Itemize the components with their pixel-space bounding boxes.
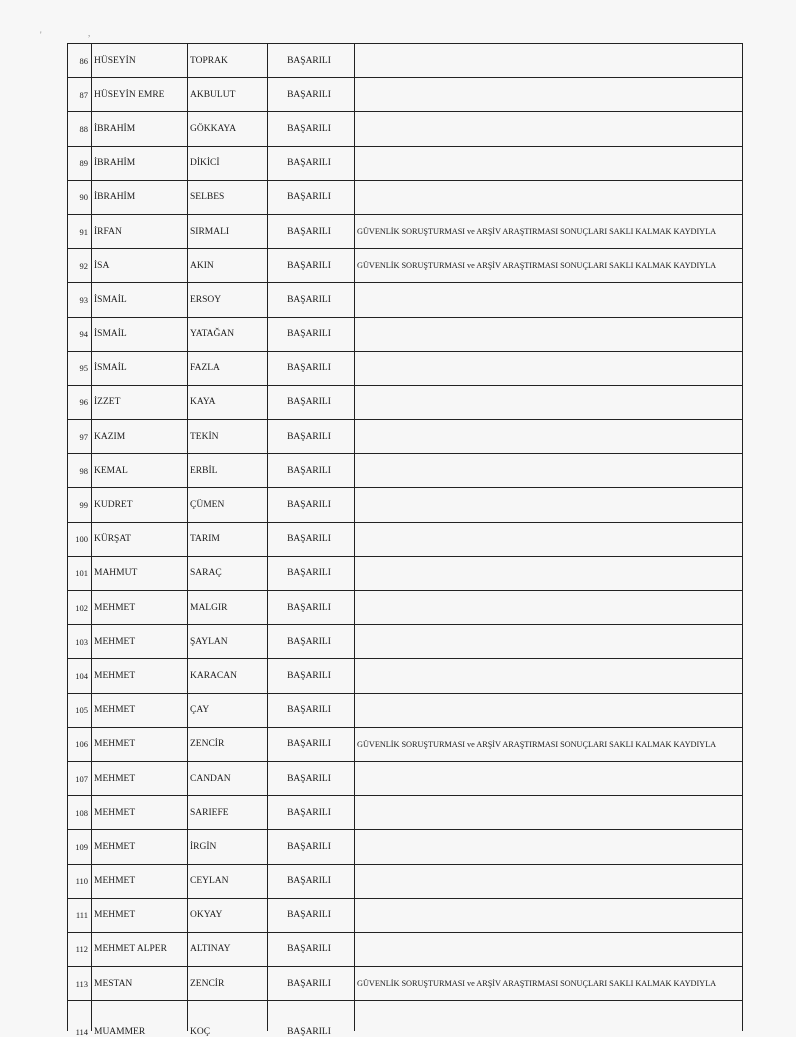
table-row (68, 488, 743, 522)
result-cell: BAŞARILI (268, 78, 355, 111)
result-cell: BAŞARILI (268, 762, 355, 795)
row-number: 103 (68, 625, 92, 658)
first-name-cell: MEHMET (92, 796, 188, 829)
surname-cell: TOPRAK (188, 44, 268, 77)
note-cell (355, 523, 743, 556)
surname-cell: MALGIR (188, 591, 268, 624)
result-cell: BAŞARILI (268, 44, 355, 77)
row-number: 98 (68, 454, 92, 487)
result-cell: BAŞARILI (268, 523, 355, 556)
note-cell: GÜVENLİK SORUŞTURMASI ve ARŞİV ARAŞTIRMASI SONUÇLARI SAKLI KALMAK KAYDIYLA (355, 967, 743, 1000)
first-name-cell: MEHMET (92, 659, 188, 692)
first-name-cell: İBRAHİM (92, 147, 188, 180)
table-row (68, 762, 743, 796)
row-number: 102 (68, 591, 92, 624)
table-row (68, 830, 743, 864)
note-cell (355, 147, 743, 180)
first-name-cell: MUAMMER (92, 1001, 188, 1031)
row-number: 99 (68, 488, 92, 521)
surname-cell: ÇAY (188, 694, 268, 727)
surname-cell: İRGİN (188, 830, 268, 863)
first-name-cell: HÜSEYİN EMRE (92, 78, 188, 111)
note-cell (355, 488, 743, 521)
row-number: 96 (68, 386, 92, 419)
table-row (68, 796, 743, 830)
surname-cell: KAYA (188, 386, 268, 419)
first-name-cell: MEHMET (92, 865, 188, 898)
table-row (68, 352, 743, 386)
note-cell (355, 830, 743, 863)
table-row (68, 215, 743, 249)
first-name-cell: MEHMET (92, 899, 188, 932)
result-cell: BAŞARILI (268, 318, 355, 351)
surname-cell: SELBES (188, 181, 268, 214)
row-number: 106 (68, 728, 92, 761)
surname-cell: TEKİN (188, 420, 268, 453)
result-cell: BAŞARILI (268, 249, 355, 282)
note-cell (355, 659, 743, 692)
surname-cell: GÖKKAYA (188, 112, 268, 145)
note-cell (355, 899, 743, 932)
note-cell (355, 352, 743, 385)
result-cell: BAŞARILI (268, 830, 355, 863)
row-number: 94 (68, 318, 92, 351)
row-number: 110 (68, 865, 92, 898)
note-cell (355, 318, 743, 351)
surname-cell: AKBULUT (188, 78, 268, 111)
surname-cell: KOÇ (188, 1001, 268, 1031)
table-row (68, 386, 743, 420)
result-cell: BAŞARILI (268, 420, 355, 453)
surname-cell: ALTINAY (188, 933, 268, 966)
surname-cell: ZENCİR (188, 967, 268, 1000)
note-cell (355, 933, 743, 966)
note-cell (355, 865, 743, 898)
result-cell: BAŞARILI (268, 112, 355, 145)
note-cell (355, 454, 743, 487)
first-name-cell: MESTAN (92, 967, 188, 1000)
note-cell (355, 557, 743, 590)
note-cell (355, 694, 743, 727)
row-number: 93 (68, 283, 92, 316)
note-cell (355, 420, 743, 453)
surname-cell: FAZLA (188, 352, 268, 385)
surname-cell: SARAÇ (188, 557, 268, 590)
table-row (68, 249, 743, 283)
note-cell (355, 1001, 743, 1031)
first-name-cell: MEHMET (92, 728, 188, 761)
surname-cell: ERSOY (188, 283, 268, 316)
result-cell: BAŞARILI (268, 899, 355, 932)
row-number: 90 (68, 181, 92, 214)
result-cell: BAŞARILI (268, 933, 355, 966)
table-row (68, 420, 743, 454)
row-number: 87 (68, 78, 92, 111)
row-number: 114 (68, 1001, 92, 1031)
result-cell: BAŞARILI (268, 694, 355, 727)
row-number: 108 (68, 796, 92, 829)
surname-cell: SIRMALI (188, 215, 268, 248)
first-name-cell: MEHMET (92, 625, 188, 658)
row-number: 88 (68, 112, 92, 145)
scan-mark: , (88, 28, 91, 38)
row-number: 95 (68, 352, 92, 385)
scan-mark: ' (40, 30, 42, 40)
surname-cell: DİKİCİ (188, 147, 268, 180)
surname-cell: AKIN (188, 249, 268, 282)
note-cell (355, 181, 743, 214)
first-name-cell: MAHMUT (92, 557, 188, 590)
row-number: 104 (68, 659, 92, 692)
note-cell: GÜVENLİK SORUŞTURMASI ve ARŞİV ARAŞTIRMASI SONUÇLARI SAKLI KALMAK KAYDIYLA (355, 728, 743, 761)
table-row (68, 625, 743, 659)
result-cell: BAŞARILI (268, 728, 355, 761)
result-cell: BAŞARILI (268, 1001, 355, 1031)
surname-cell: CANDAN (188, 762, 268, 795)
table-row (68, 147, 743, 181)
table-row (68, 865, 743, 899)
row-number: 113 (68, 967, 92, 1000)
surname-cell: ERBİL (188, 454, 268, 487)
result-cell: BAŞARILI (268, 147, 355, 180)
row-number: 107 (68, 762, 92, 795)
result-cell: BAŞARILI (268, 283, 355, 316)
table-row (68, 591, 743, 625)
first-name-cell: HÜSEYİN (92, 44, 188, 77)
note-cell (355, 386, 743, 419)
table-row (68, 181, 743, 215)
result-cell: BAŞARILI (268, 659, 355, 692)
table-row (68, 728, 743, 762)
row-number: 111 (68, 899, 92, 932)
note-cell (355, 796, 743, 829)
result-cell: BAŞARILI (268, 625, 355, 658)
table-row (68, 899, 743, 933)
first-name-cell: KÜRŞAT (92, 523, 188, 556)
row-number: 92 (68, 249, 92, 282)
row-number: 89 (68, 147, 92, 180)
first-name-cell: KAZIM (92, 420, 188, 453)
result-cell: BAŞARILI (268, 454, 355, 487)
first-name-cell: İSMAİL (92, 318, 188, 351)
note-cell: GÜVENLİK SORUŞTURMASI ve ARŞİV ARAŞTIRMASI SONUÇLARI SAKLI KALMAK KAYDIYLA (355, 215, 743, 248)
first-name-cell: MEHMET (92, 591, 188, 624)
result-cell: BAŞARILI (268, 488, 355, 521)
first-name-cell: İZZET (92, 386, 188, 419)
table-row (68, 967, 743, 1001)
table-row (68, 44, 743, 78)
table-row (68, 454, 743, 488)
row-number: 109 (68, 830, 92, 863)
surname-cell: ÇÜMEN (188, 488, 268, 521)
surname-cell: YATAĞAN (188, 318, 268, 351)
first-name-cell: KUDRET (92, 488, 188, 521)
first-name-cell: MEHMET (92, 762, 188, 795)
surname-cell: OKYAY (188, 899, 268, 932)
result-cell: BAŞARILI (268, 967, 355, 1000)
first-name-cell: İSMAİL (92, 352, 188, 385)
note-cell (355, 112, 743, 145)
note-cell (355, 591, 743, 624)
result-cell: BAŞARILI (268, 386, 355, 419)
result-cell: BAŞARILI (268, 215, 355, 248)
note-cell (355, 762, 743, 795)
table-row (68, 659, 743, 693)
note-cell: GÜVENLİK SORUŞTURMASI ve ARŞİV ARAŞTIRMASI SONUÇLARI SAKLI KALMAK KAYDIYLA (355, 249, 743, 282)
row-number: 101 (68, 557, 92, 590)
row-number: 105 (68, 694, 92, 727)
first-name-cell: MEHMET (92, 830, 188, 863)
table-row (68, 112, 743, 146)
row-number: 97 (68, 420, 92, 453)
first-name-cell: KEMAL (92, 454, 188, 487)
surname-cell: ŞAYLAN (188, 625, 268, 658)
note-cell (355, 78, 743, 111)
surname-cell: CEYLAN (188, 865, 268, 898)
result-cell: BAŞARILI (268, 796, 355, 829)
table-row (68, 694, 743, 728)
row-number: 100 (68, 523, 92, 556)
first-name-cell: İRFAN (92, 215, 188, 248)
surname-cell: SARIEFE (188, 796, 268, 829)
note-cell (355, 625, 743, 658)
note-cell (355, 44, 743, 77)
table-row (68, 78, 743, 112)
table-row (68, 523, 743, 557)
row-number: 86 (68, 44, 92, 77)
table-row (68, 933, 743, 967)
result-cell: BAŞARILI (268, 865, 355, 898)
row-number: 112 (68, 933, 92, 966)
surname-cell: ZENCİR (188, 728, 268, 761)
row-number: 91 (68, 215, 92, 248)
table-row (68, 283, 743, 317)
table-row (68, 557, 743, 591)
note-cell (355, 283, 743, 316)
surname-cell: TARIM (188, 523, 268, 556)
surname-cell: KARACAN (188, 659, 268, 692)
table-row (68, 318, 743, 352)
result-cell: BAŞARILI (268, 591, 355, 624)
result-cell: BAŞARILI (268, 352, 355, 385)
first-name-cell: MEHMET (92, 694, 188, 727)
results-table (67, 43, 743, 1037)
first-name-cell: İSMAİL (92, 283, 188, 316)
first-name-cell: MEHMET ALPER (92, 933, 188, 966)
table-row (68, 1001, 743, 1037)
result-cell: BAŞARILI (268, 557, 355, 590)
first-name-cell: İBRAHİM (92, 112, 188, 145)
result-cell: BAŞARILI (268, 181, 355, 214)
first-name-cell: İBRAHİM (92, 181, 188, 214)
first-name-cell: İSA (92, 249, 188, 282)
